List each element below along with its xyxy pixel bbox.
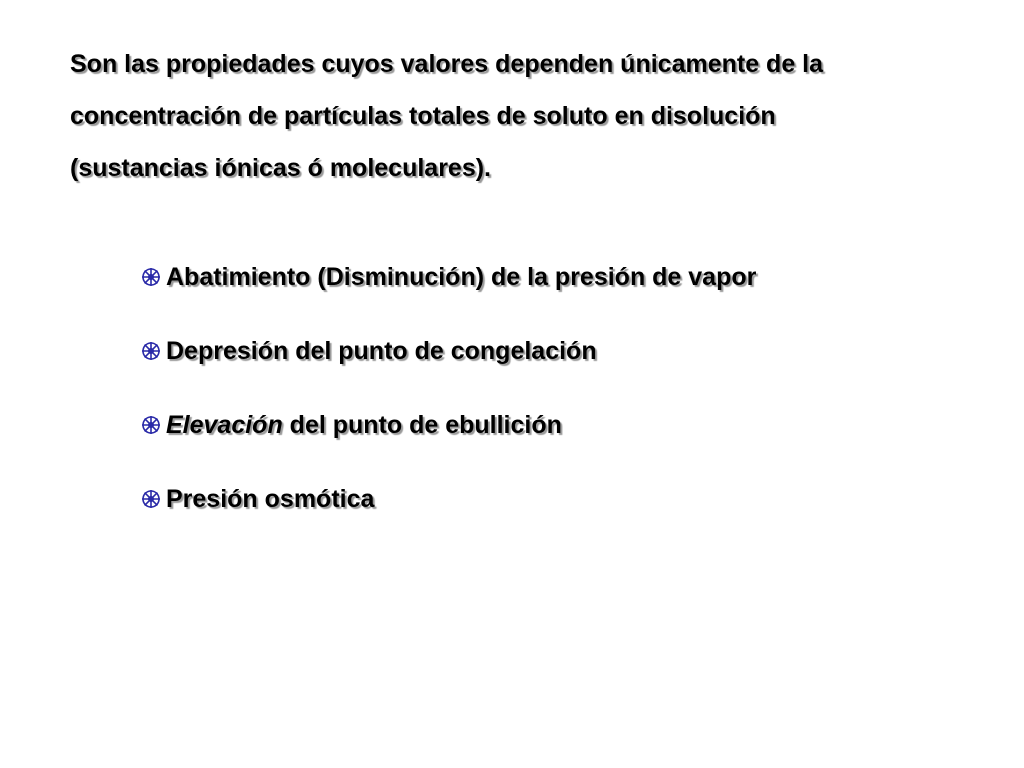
snowflake-icon [140, 488, 162, 510]
bullet-text: Depresión del punto de congelación [166, 336, 597, 365]
bullet-item-osmotic-pressure [140, 474, 756, 524]
intro-line-2: concentración de partículas totales de soluto en disolución [70, 102, 776, 130]
bullet-emphasis: Elevación [166, 410, 283, 439]
bullet-text: Presión osmótica [166, 484, 375, 513]
snowflake-icon [140, 266, 162, 288]
bullet-text-rest: del punto de ebullición [282, 410, 562, 439]
intro-line-3: (sustancias iónicas ó moleculares). [70, 154, 491, 182]
bullet-item-boiling-point [140, 400, 756, 450]
intro-line-1: Son las propiedades cuyos valores dependen únicamente de la [70, 50, 824, 78]
snowflake-icon [140, 340, 162, 362]
intro-paragraph [70, 38, 970, 194]
bullet-item-vapor-pressure [140, 252, 756, 302]
snowflake-icon [140, 414, 162, 436]
bullet-list [140, 252, 756, 548]
bullet-item-freezing-point [140, 326, 756, 376]
bullet-text: Abatimiento (Disminución) de la presión de vapor [166, 262, 757, 291]
bullet-text [166, 411, 562, 440]
